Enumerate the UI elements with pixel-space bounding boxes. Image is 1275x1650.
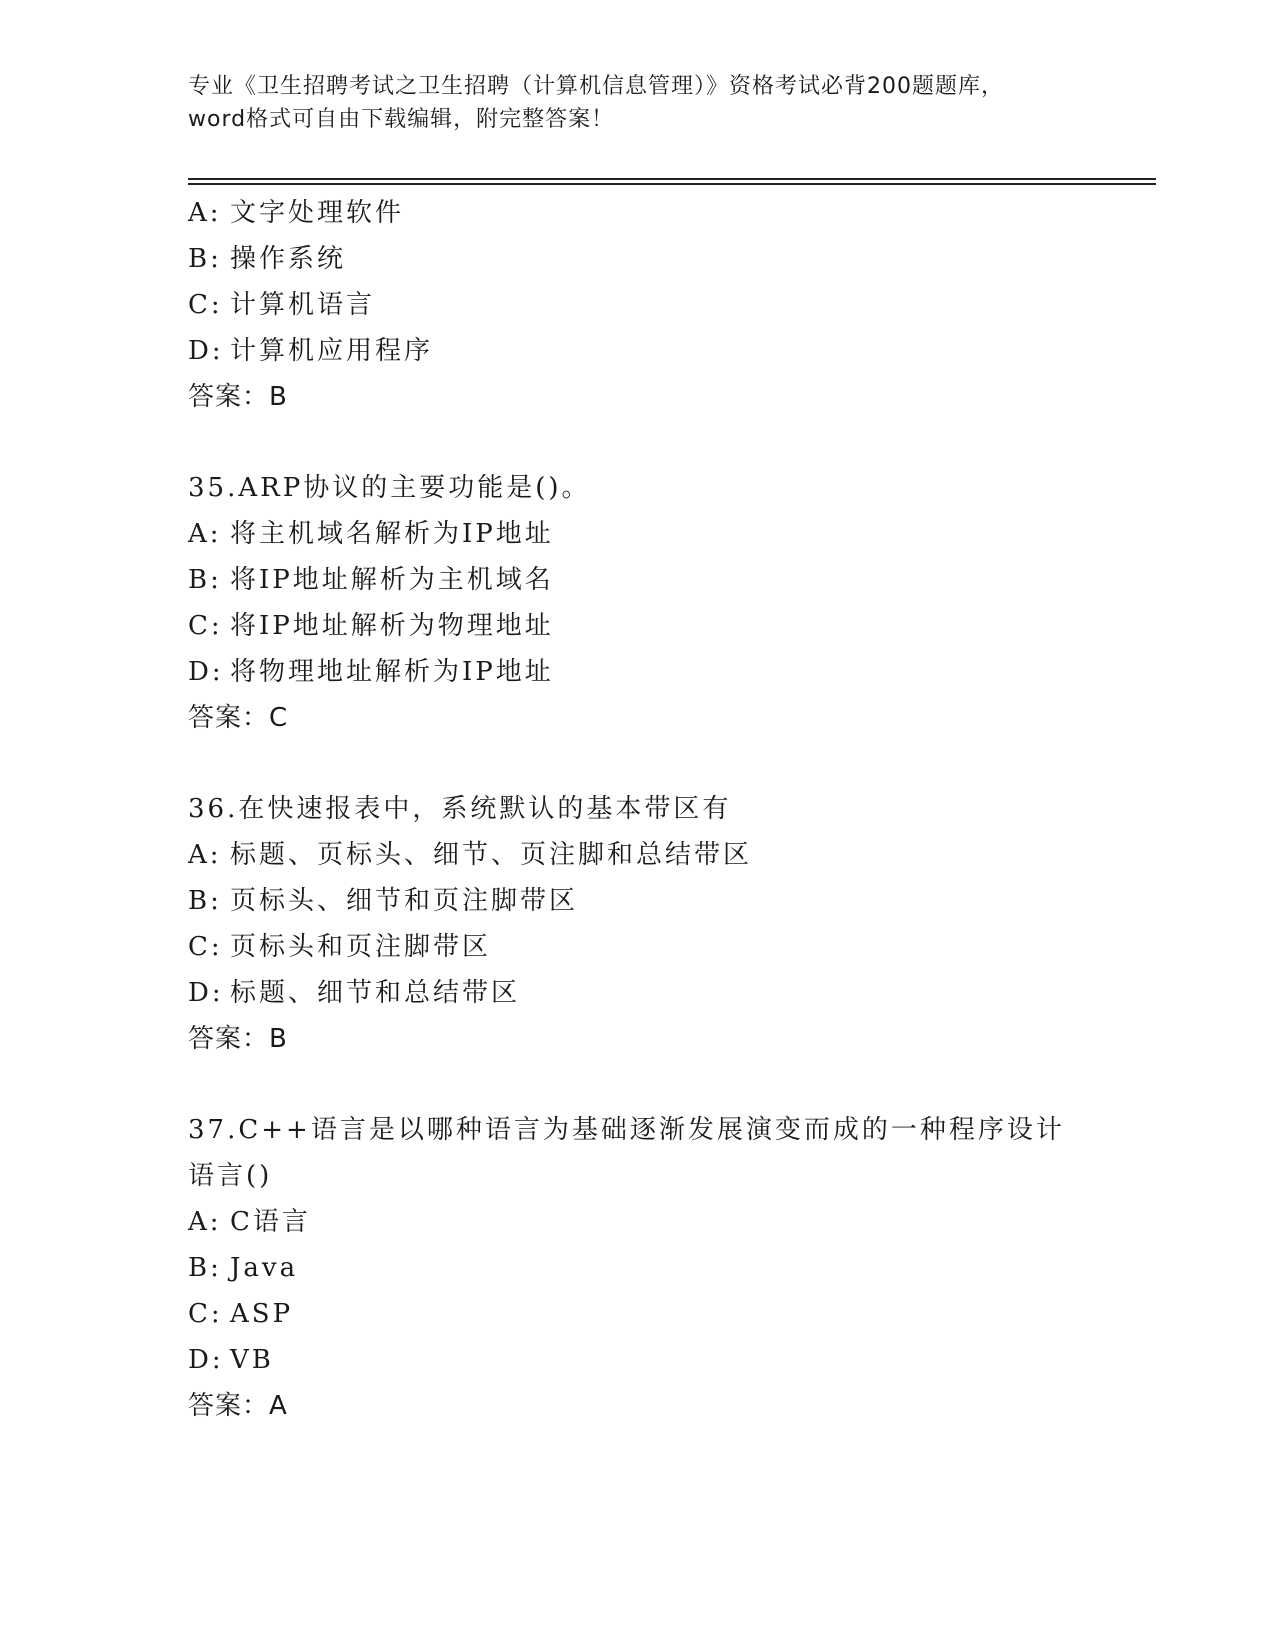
option-c <box>188 924 1088 970</box>
option-text: ASP <box>230 1299 294 1329</box>
option-a <box>188 511 1088 557</box>
option-text: Java <box>230 1253 299 1283</box>
option-a <box>188 832 1088 878</box>
option-b <box>188 1245 1088 1291</box>
option-text: 页标头和页注脚带区 <box>230 932 492 962</box>
question-list <box>188 190 1088 1429</box>
option-text: VB <box>230 1345 274 1375</box>
option-b <box>188 878 1088 924</box>
option-text: 标题、细节和总结带区 <box>230 978 521 1008</box>
option-d <box>188 970 1088 1016</box>
document-header <box>188 70 1088 136</box>
question-36 <box>188 786 1088 1062</box>
question-text: 37.C++语言是以哪种语言为基础逐渐发展演变而成的一种程序设计语言() <box>188 1115 1065 1191</box>
option-c <box>188 1291 1088 1337</box>
header-line-2: word格式可自由下载编辑，附完整答案！ <box>188 107 615 132</box>
option-text: 页标头、细节和页注脚带区 <box>230 886 579 916</box>
option-d <box>188 649 1088 695</box>
option-label: B: <box>188 244 222 274</box>
option-label: B: <box>188 1253 222 1283</box>
option-label: C: <box>188 1299 223 1329</box>
option-text: 将主机域名解析为IP地址 <box>230 519 554 549</box>
option-text: 文字处理软件 <box>230 198 405 228</box>
option-text: C语言 <box>230 1207 311 1237</box>
option-label: A: <box>188 519 222 549</box>
option-text: 将IP地址解析为主机域名 <box>230 565 554 595</box>
answer-line: 答案：A <box>188 1391 288 1421</box>
option-text: 操作系统 <box>230 244 347 274</box>
header-divider-top <box>188 178 1156 180</box>
option-a <box>188 1199 1088 1245</box>
option-label: C: <box>188 611 223 641</box>
option-text: 将物理地址解析为IP地址 <box>230 657 554 687</box>
option-a <box>188 190 1088 236</box>
question-text: 36.在快速报表中，系统默认的基本带区有 <box>188 794 732 824</box>
header-divider-bottom <box>188 183 1156 185</box>
answer-line: 答案：B <box>188 1024 288 1054</box>
option-label: D: <box>188 336 224 366</box>
option-text: 标题、页标头、细节、页注脚和总结带区 <box>230 840 753 870</box>
option-d <box>188 328 1088 374</box>
question-37 <box>188 1107 1088 1429</box>
option-d <box>188 1337 1088 1383</box>
option-label: B: <box>188 565 222 595</box>
option-text: 将IP地址解析为物理地址 <box>230 611 554 641</box>
option-text: 计算机应用程序 <box>230 336 434 366</box>
option-label: A: <box>188 1207 222 1237</box>
prev-question-block <box>188 190 1088 420</box>
option-label: D: <box>188 657 224 687</box>
option-label: C: <box>188 932 223 962</box>
option-label: D: <box>188 978 224 1008</box>
option-label: A: <box>188 198 222 228</box>
option-label: D: <box>188 1345 224 1375</box>
question-text: 35.ARP协议的主要功能是()。 <box>188 473 591 503</box>
option-label: A: <box>188 840 222 870</box>
option-label: B: <box>188 886 222 916</box>
option-label: C: <box>188 290 223 320</box>
option-c <box>188 603 1088 649</box>
answer-line: 答案：C <box>188 703 289 733</box>
answer-line: 答案：B <box>188 382 288 412</box>
header-line-1: 专业《卫生招聘考试之卫生招聘（计算机信息管理）》资格考试必背200题题库， <box>188 74 1004 99</box>
question-35 <box>188 465 1088 741</box>
option-text: 计算机语言 <box>230 290 376 320</box>
option-b <box>188 236 1088 282</box>
option-b <box>188 557 1088 603</box>
option-c <box>188 282 1088 328</box>
